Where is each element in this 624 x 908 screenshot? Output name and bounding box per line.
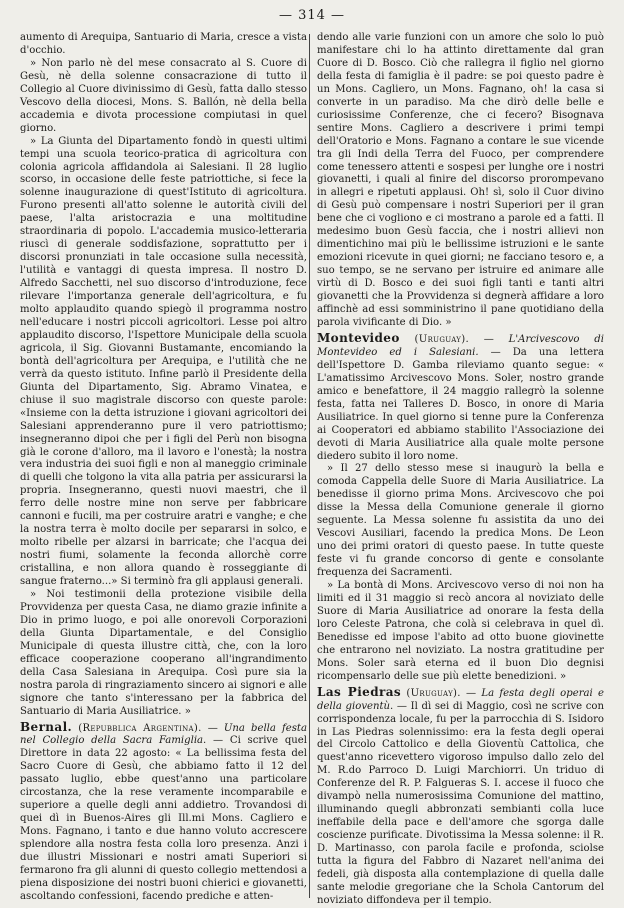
section-montevideo <box>317 332 604 464</box>
section-body: — Da una lettera dell'Ispettore D. Gamba rileviamo quanto segue: « L'amatissimo Arcivescovo Mons. Soler, nostro grande amico e benefattore, il 24 maggio rallegrò la solenne festa, fatta nei Talleres D. Bosco, in onore di Maria Ausiliatrice. In quel giorno si tenne pure la Conferenza ai Cooperatori ed abbiamo stabilito l'Associazione dei devoti di Maria Ausiliatrice alla quale molte persone diedero subito il loro nome. <box>317 346 604 462</box>
section-title: La festa degli operai e della gioventù. <box>317 687 604 712</box>
right-column <box>317 32 604 908</box>
section-country: (Repubblica Argentina). <box>78 722 202 734</box>
section-place: Bernal. <box>20 719 73 734</box>
section-place: Montevideo <box>317 330 400 345</box>
page-number: — 314 — <box>278 8 346 23</box>
paragraph-chapel: » Il 27 dello stesso mese si inaugurò la bella e comoda Cappella delle Suore di Maria Ausiliatrice. La benedisse il giorno prima Mons. Arcivescovo che poi disse la Messa della Comunione generale il giorno seguente. La Messa solenne fu assistita da uno dei Vescovi Ausiliari, facendo la predica Mons. De Leon uno dei primi oratori di questo paese. In tutte queste feste vi fu grande concorso di gente e consolante frequenza dei Sacramenti. <box>317 463 604 579</box>
section-bernal <box>20 721 307 904</box>
section-body: — Ci scrive quel Direttore in data 22 agosto: « La bellissima festa del Sacro Cuore di Gesù, che abbiamo fatto il 12 del passato luglio, ebbe quest'anno una particolare circostanza, che la rese veramente incomparabile e superiore a quelle degli anni addietro. Trovandosi di quei dì in Buenos-Aires gli Ill.mi Mons. Cagliero e Mons. Fagnano, i tanto e due hanno voluto accrescere splendore alla nostra festa colla loro presenza. Anzi i due illustri Missionari e nostri amati Superiori si fermarono fra gli alunni di questo collegio mettendosi a piena disposizione dei nostri buoni chierici e giovanetti, ascoltando confessioni, facendo prediche e atten- <box>20 735 308 902</box>
paragraph-agricultural-school: » La Giunta del Dipartamento fondò in questi ultimi tempi una scuola teorico-pratica di agricoltura con colonia agricola affidandola ai Salesiani. Il 28 luglio scorso, in occasione delle feste patriottiche, si fece la solenne inaugurazione di quest'Istituto di agricoltura. Furono presenti all'atto solenne le autorità civili del paese, l'alta aristocrazia e una moltitudine straordinaria di popolo. L'accademia musico-letteraria riuscì di generale soddisfazione, soprattutto per i discorsi pronunziati in tale occasione sulla necessità, l'utilità e vantaggi di questa impresa. Il nostro D. Alfredo Sacchetti, nel suo discorso d'introduzione, fece rilevare l'importanza generale dell'agricoltura, e fu molto applaudito quando spiegò il programma nostro nell'educare i nostri piccoli agricoltori. Lesse poi altro applaudito discorso, l'Ispettore Municipale della scuola agricola, il Sig. Giovanni Bustamante, encomiando la bontà dell'agricoltura per Arequipa, e l'utilità che ne verrà da questo istituto. Infine parlò il Presidente della Giunta del Dipartamento, Sig. Abramo Vinatea, e chiuse il suo magistrale discorso con queste parole: «Insieme con la detta istruzione i giovani agricoltori dei Salesiani apprenderanno pure il vero patriottismo; insegneranno dipoi che per i figli del Perù non bisogna già le corone d'alloro, ma il lavoro e l'onestà; la nostra vera industria dei suoi figli e non al maneggio criminale di quelli che tolgono la vita alla patria per assicurarsi la propria. Insegneranno, questi nuovi maestri, che il ferro delle nostre mine non serve per fabbricare cannoni e fucili, ma per costruire aratri e vanghe; e che la nostra terra è molto docile per separarsi in solco, e molto ribelle per alzarsi in barricate; che l'acqua dei nostri fiumi, solamente la feconda allorchè corre cristallina, e non allora quando è rosseggiante di sangue fraterno...» Si terminò fra gli applausi generali. <box>20 135 307 588</box>
paragraph-bernal-end: dendo alle varie funzioni con un amore che solo lo può manifestare chi lo ha attinto direttamente dal gran Cuore di D. Bosco. Ciò che rallegra il figlio nel giorno della festa di famiglia è il padre: se poi questo padre è un Mons. Cagliero, un Mons. Fagnano, oh! la casa si converte in un paradiso. Ma che dirò delle belle e curiosissime Conferenze, che ci fecero? Bisognava sentire Mons. Cagliero a descrivere i primi tempi dell'Oratorio e Mons. Fagnano a contare le sue vicende tra gli Indi della Terra del Fuoco, per comprendere come tenessero attenti e sospesi per lunghe ore i nostri giovanetti, i quali al finire del discorso prorompevano in allegri e ripetuti applausi. Oh! sì, solo il Cuor divino di Gesù può compensare i nostri Superiori per il gran bene che ci vogliono e ci mostrano a parole ed a fatti. Il medesimo buon Gesù faccia, che i nostri allievi non dimentichino mai più le bellissime istruzioni e le sante emozioni ricevute in quei giorni; ne facciano tesoro e, a suo tempo, se ne servano per istruire ed animare alle virtù di D. Bosco e dei suoi figli tanti e tanti altri giovanetti che la Provvidenza si degnerà affidare a loro affinchè ad essi somministrino il pane quotidiano della parola vivificante di Dio. » <box>317 32 604 328</box>
left-column <box>20 32 307 904</box>
column-divider <box>309 34 310 898</box>
section-title: L'Arcivescovo di Montevideo ed i Salesiani. <box>317 333 604 358</box>
paragraph-arequipa-end: aumento di Arequipa, Santuario di Maria, cresce a vista d'occhio. <box>20 32 307 56</box>
section-country: (Uruguay). <box>406 687 461 699</box>
paragraph-novitiate: » La bontà di Mons. Arcivescovo verso di noi non ha limiti ed il 31 maggio si recò ancora al noviziato delle Suore di Maria Ausiliatrice ad onorare la festa della loro Celeste Patrona, che colà si celebrava in quel dì. Benedisse ed impose l'abito ad otto buone giovinette che entrarono nel noviziato. La nostra gratitudine per Mons. Soler sarà eterna ed il buon Dio degnisi ricompensarlo delle sue più elette benedizioni. » <box>317 580 604 682</box>
section-dash: — <box>201 722 224 734</box>
section-body: — Il dì sei di Maggio, così ne scrive con corrispondenza locale, fu per la parrocchia di S. Isidoro in Las Piedras solennissimo: era la festa degli operai del Circolo Cattolico e della Gioventù Cattolica, che quest'anno ricevettero vigoroso impulso dallo zelo del M. R.do Parroco D. Luigi Marchiorri. Un triduo di Conferenze del R. P. Falgueras S. I. accese il fuoco che divampò nella numerosissima Comunione del mattino, illuminando quegli abbronzati sembianti colla luce ineffabile della pace e dell'amore che sgorga dalle coscienze purificate. Divotissima la Messa solenne: il R. D. Martinasso, con parola facile e profonda, sciolse tutta la figura del Fabbro di Nazaret nell'anima dei fedeli, già disposta alla contemplazione di quella dalle sante melodie gregoriane che la Schola Cantorum del noviziato diffondeva per il tempio. <box>317 700 604 906</box>
section-title: Una bella festa nel Collegio della Sacra Famiglia. <box>20 722 307 747</box>
section-place: Las Piedras <box>317 684 402 699</box>
section-las-piedras <box>317 686 604 908</box>
section-dash: — <box>468 333 509 345</box>
paragraph-thanksgiving: » Noi testimonii della protezione visibile della Provvidenza per questa Casa, ne diamo grazie infinite a Dio in primo luogo, e poi alle onorevoli Corporazioni della Giunta Dipartamentale, e del Consiglio Municipale di questa illustre città, che, con la loro efficace cooperazione cooperano all'ingrandimento della Casa Salesiana in Arequipa. Così pure sia la nostra parola di ringraziamento sincero ai signori e alle signore che tanto s'interessano per la fabbrica del Santuario di Maria Ausiliatrice. » <box>20 588 307 717</box>
section-dash: — <box>460 687 482 699</box>
section-country: (Uruguay). <box>414 333 469 345</box>
paragraph-sacred-heart: » Non parlo nè del mese consacrato al S. Cuore di Gesù, nè della solenne consacrazione di tutto il Collegio al Cuore divinissimo di Gesù, fatta dallo stesso Vescovo della diocesi, Mons. S. Ballón, nè della bella accademia e divota processione compiutasi in quel giorno. <box>20 57 307 134</box>
